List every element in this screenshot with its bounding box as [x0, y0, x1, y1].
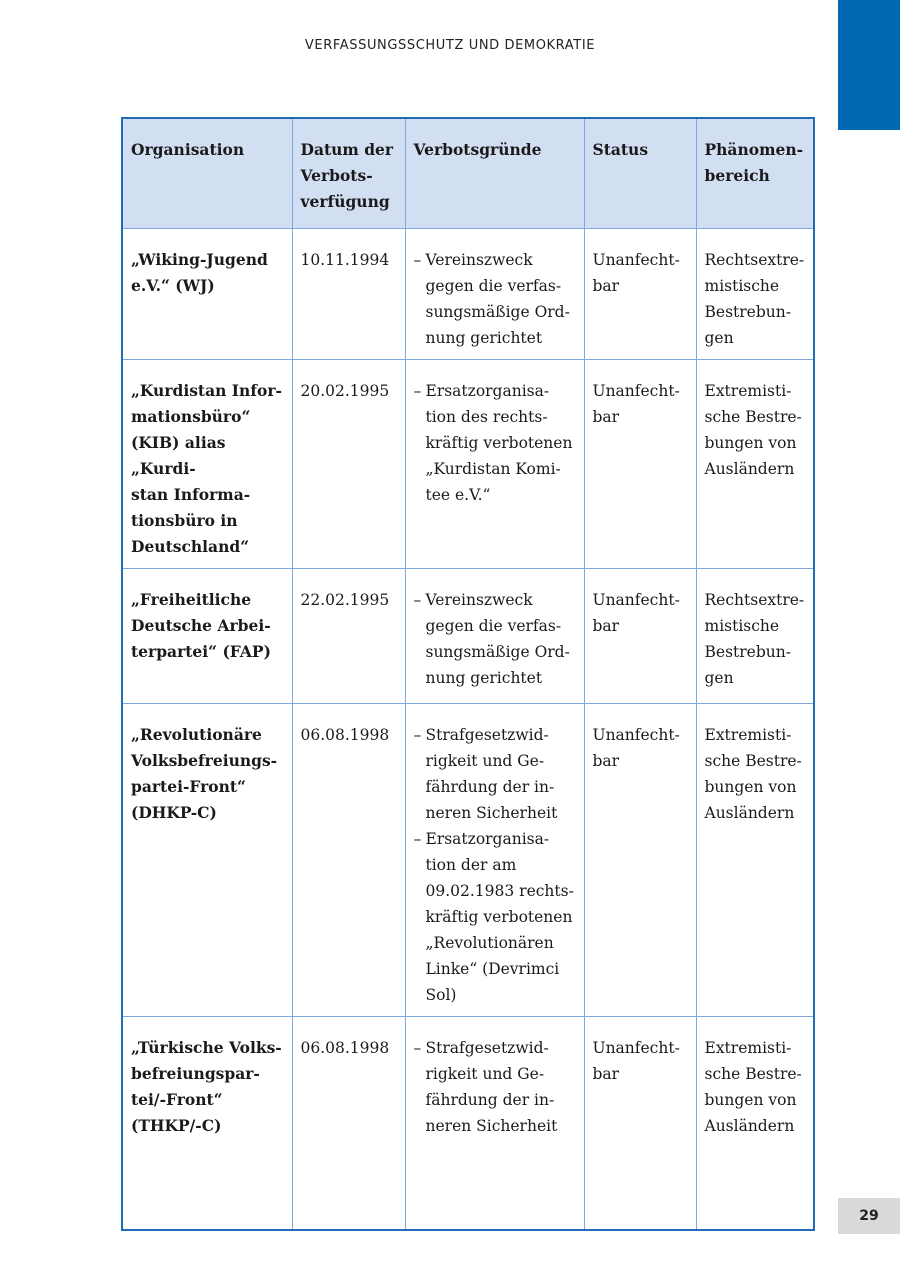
- cell-text-line: stan Informa-: [131, 484, 251, 504]
- status-cell: [584, 568, 696, 703]
- verbotsgruende-cell: [405, 359, 584, 568]
- reason-item: [414, 247, 576, 351]
- cell-text-line: Extremisti-: [704, 381, 792, 400]
- cell-text-line: Unanfecht-: [592, 381, 680, 400]
- cell-text-line: Unanfecht-: [592, 725, 680, 744]
- reason-text-line: Linke“ (Devrimci: [425, 959, 560, 978]
- cell-text-line: Deutsche Arbei-: [131, 615, 271, 635]
- cell-text-line: bar: [592, 276, 620, 295]
- verbotsgruende-cell: [405, 1016, 584, 1230]
- reason-item: [414, 587, 576, 691]
- running-header: VERFASSUNGSSCHUTZ UND DEMOKRATIE: [304, 38, 596, 53]
- verbotsgruende-cell: [405, 703, 584, 1016]
- cell-text-line: bar: [592, 616, 620, 635]
- cell-text-line: Verbots-: [300, 166, 373, 185]
- cell-text-line: Bestrebun-: [704, 642, 791, 661]
- verbotsgruende-cell: [405, 228, 584, 359]
- cell-text-line: mistische: [704, 616, 780, 635]
- reason-text-line: fährdung der in-: [425, 777, 555, 796]
- cell-text-line: gen: [704, 668, 734, 687]
- cell-text-line: Ausländern: [704, 803, 795, 822]
- reason-text-line: – Strafgesetzwid-: [425, 1038, 549, 1057]
- cell-text-line: verfügung: [300, 192, 390, 211]
- status-cell: [584, 359, 696, 568]
- cell-text-line: Unanfecht-: [592, 590, 680, 609]
- bereich-cell: [696, 703, 814, 1016]
- reasons-list: [414, 587, 576, 691]
- cell-text-line: Bestrebun-: [704, 302, 791, 321]
- reason-text-line: rigkeit und Ge-: [425, 751, 545, 770]
- cell-text-line: (KIB) alias „Kurdi-: [131, 432, 226, 478]
- cell-text-line: „Freiheitliche: [131, 589, 252, 609]
- verbotsgruende-cell: [405, 568, 584, 703]
- reason-text-line: fährdung der in-: [425, 1090, 555, 1109]
- header-organisation: [122, 118, 292, 228]
- header-status: [584, 118, 696, 228]
- cell-text-line: mistische: [704, 276, 780, 295]
- reason-item: [414, 1035, 576, 1139]
- cell-text-line: Rechtsextre-: [704, 590, 805, 609]
- reason-text-line: kräftig verbotenen: [425, 433, 573, 452]
- cell-text-line: „Wiking-Jugend: [131, 249, 268, 269]
- cell-text-line: (DHKP-C): [131, 802, 217, 822]
- table-row: [122, 1016, 814, 1230]
- cell-text-line: befreiungspar-: [131, 1063, 260, 1083]
- cell-text-line: Status: [592, 140, 649, 159]
- cell-text-line: terpartei“ (FAP): [131, 641, 271, 661]
- table-row: [122, 228, 814, 359]
- reason-text-line: neren Sicherheit: [425, 803, 558, 822]
- cell-text-line: bar: [592, 1064, 620, 1083]
- cell-text-line: „Türkische Volks-: [131, 1037, 282, 1057]
- cell-text-line: Organisation: [131, 140, 245, 159]
- reason-text-line: tion der am: [425, 855, 517, 874]
- table-header-row: [122, 118, 814, 228]
- cell-text-line: bereich: [704, 166, 770, 185]
- bereich-cell: [696, 568, 814, 703]
- reason-item: [414, 378, 576, 508]
- reason-text-line: – Ersatzorganisa-: [425, 381, 550, 400]
- reasons-list: [414, 247, 576, 351]
- bereich-cell: [696, 1016, 814, 1230]
- reason-item: [414, 722, 576, 826]
- reason-text-line: neren Sicherheit: [425, 1116, 558, 1135]
- reason-text-line: Sol): [425, 985, 457, 1004]
- reasons-list: [414, 722, 576, 1008]
- cell-text-line: Volksbefreiungs-: [131, 750, 278, 770]
- cell-text-line: bungen von: [704, 433, 797, 452]
- table-row: [122, 703, 814, 1016]
- datum-cell: 20.02.1995: [292, 359, 405, 568]
- cell-text-line: Verbotsgründe: [413, 140, 542, 159]
- cell-text-line: tionsbüro in: [131, 510, 238, 530]
- header-verbotsgruende: [405, 118, 584, 228]
- reasons-list: [414, 1035, 576, 1139]
- bereich-cell: [696, 359, 814, 568]
- reason-text-line: tion des rechts-: [425, 407, 548, 426]
- reason-text-line: 09.02.1983 rechts-: [425, 881, 574, 900]
- reason-text-line: gegen die verfas-: [425, 616, 562, 635]
- bereich-cell: [696, 228, 814, 359]
- reason-text-line: – Vereinszweck: [425, 590, 533, 609]
- organisation-ban-table: [121, 117, 815, 1231]
- reason-text-line: – Vereinszweck: [425, 250, 533, 269]
- datum-cell: 06.08.1998: [292, 1016, 405, 1230]
- reason-text-line: nung gerichtet: [425, 328, 543, 347]
- organisation-cell: [122, 703, 292, 1016]
- status-cell: [584, 228, 696, 359]
- reasons-list: [414, 378, 576, 508]
- reason-text-line: rigkeit und Ge-: [425, 1064, 545, 1083]
- reason-text-line: kräftig verbotenen: [425, 907, 573, 926]
- reason-text-line: sungsmäßige Ord-: [425, 302, 570, 321]
- cell-text-line: Extremisti-: [704, 1038, 792, 1057]
- reason-text-line: – Ersatzorganisa-: [425, 829, 550, 848]
- reason-text-line: „Kurdistan Komi-: [425, 459, 561, 478]
- reason-text-line: gegen die verfas-: [425, 276, 562, 295]
- reason-text-line: tee e.V.“: [425, 485, 491, 504]
- cell-text-line: Phänomen-: [704, 140, 804, 159]
- organisation-cell: [122, 1016, 292, 1230]
- cell-text-line: Datum der: [300, 140, 394, 159]
- organisation-cell: [122, 568, 292, 703]
- datum-cell: 10.11.1994: [292, 228, 405, 359]
- reason-text-line: – Strafgesetzwid-: [425, 725, 549, 744]
- chapter-color-tab: [838, 0, 900, 130]
- cell-text-line: Unanfecht-: [592, 1038, 680, 1057]
- cell-text-line: bungen von: [704, 1090, 797, 1109]
- cell-text-line: „Revolutionäre: [131, 724, 262, 744]
- header-phaenomenbereich: [696, 118, 814, 228]
- reason-text-line: „Revolutionären: [425, 933, 554, 952]
- page-number: 29: [838, 1198, 900, 1234]
- cell-text-line: Unanfecht-: [592, 250, 680, 269]
- cell-text-line: mationsbüro“: [131, 406, 251, 426]
- status-cell: [584, 703, 696, 1016]
- cell-text-line: gen: [704, 328, 734, 347]
- cell-text-line: bar: [592, 751, 620, 770]
- cell-text-line: Rechtsextre-: [704, 250, 805, 269]
- cell-text-line: e.V.“ (WJ): [131, 275, 215, 295]
- cell-text-line: partei-Front“: [131, 776, 246, 796]
- cell-text-line: sche Bestre-: [704, 1064, 802, 1083]
- reason-item: [414, 826, 576, 1008]
- organisation-cell: [122, 359, 292, 568]
- organisation-cell: [122, 228, 292, 359]
- cell-text-line: Extremisti-: [704, 725, 792, 744]
- datum-cell: 06.08.1998: [292, 703, 405, 1016]
- cell-text-line: bungen von: [704, 777, 797, 796]
- cell-text-line: (THKP/-C): [131, 1115, 222, 1135]
- status-cell: [584, 1016, 696, 1230]
- cell-text-line: „Kurdistan Infor-: [131, 380, 282, 400]
- cell-text-line: bar: [592, 407, 620, 426]
- table-row: [122, 359, 814, 568]
- cell-text-line: sche Bestre-: [704, 751, 802, 770]
- reason-text-line: sungsmäßige Ord-: [425, 642, 570, 661]
- header-datum: [292, 118, 405, 228]
- cell-text-line: Ausländern: [704, 1116, 795, 1135]
- datum-cell: 22.02.1995: [292, 568, 405, 703]
- reason-text-line: nung gerichtet: [425, 668, 543, 687]
- cell-text-line: sche Bestre-: [704, 407, 802, 426]
- table-row: [122, 568, 814, 703]
- cell-text-line: Deutschland“: [131, 536, 250, 556]
- cell-text-line: tei/-Front“: [131, 1089, 223, 1109]
- cell-text-line: Ausländern: [704, 459, 795, 478]
